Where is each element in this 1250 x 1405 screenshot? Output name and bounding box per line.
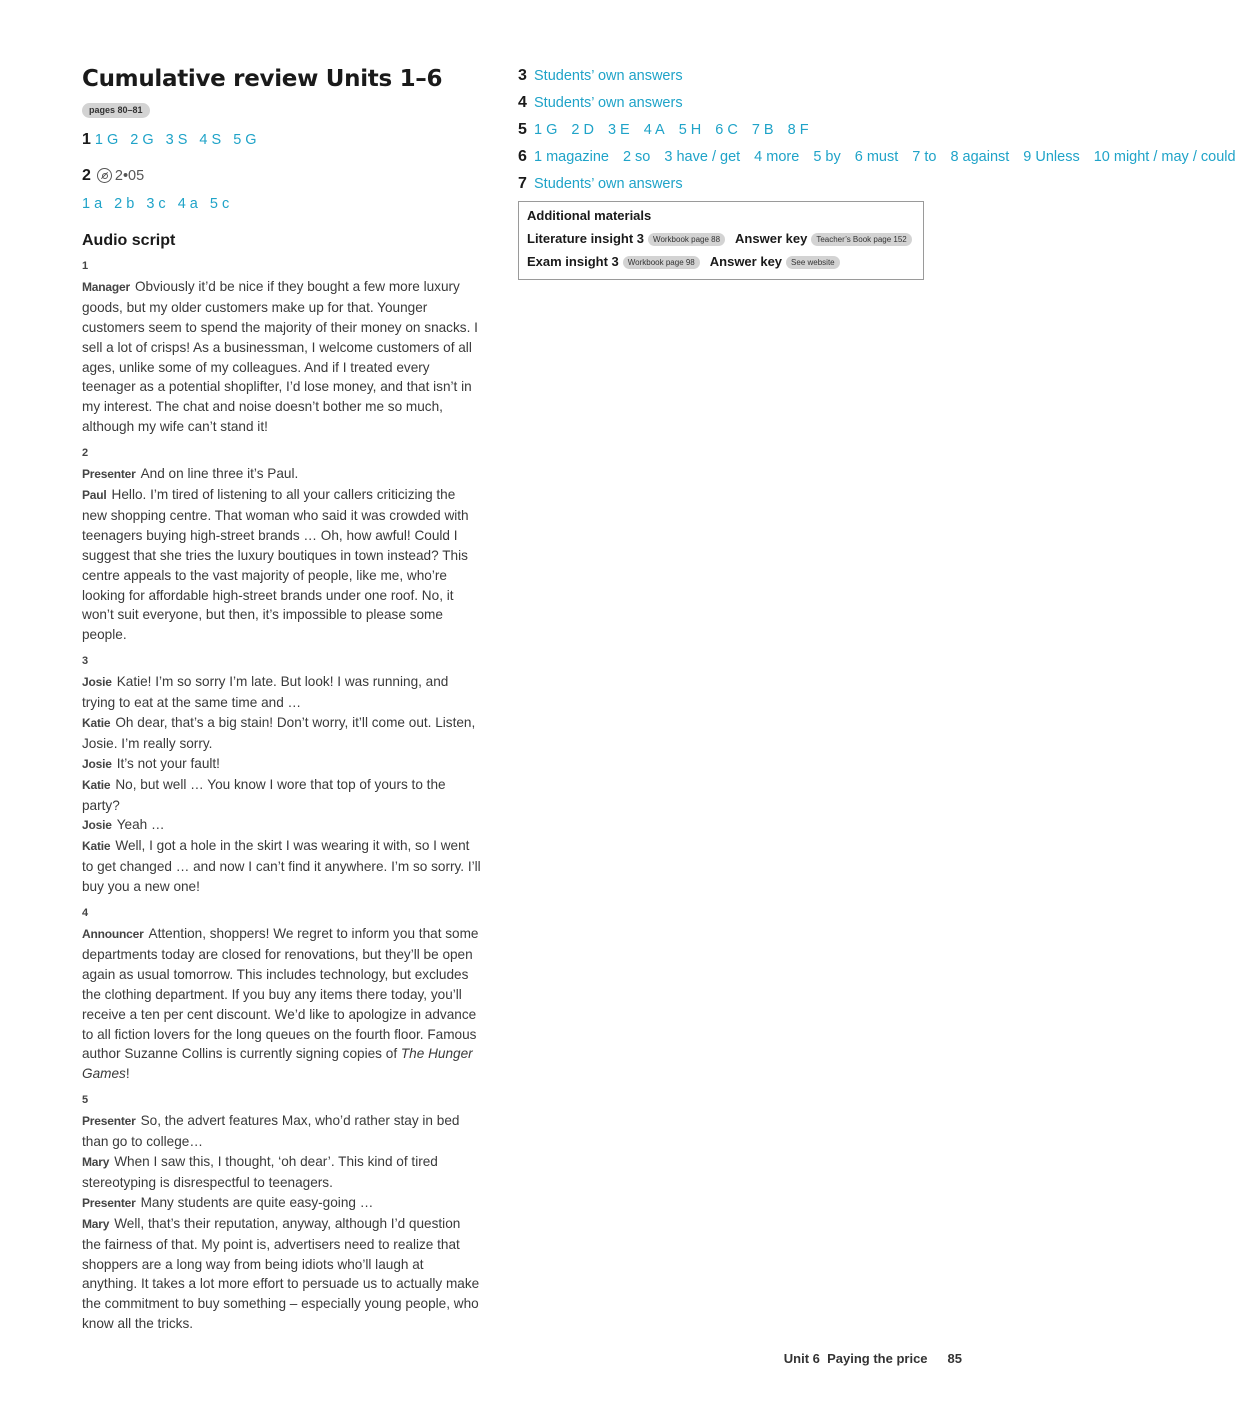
answer-item: Students’ own answers bbox=[534, 68, 683, 84]
answer-item: 8 against bbox=[950, 149, 1010, 165]
answer-item: 3 c bbox=[146, 196, 166, 212]
speaker-name: Paul bbox=[82, 487, 107, 502]
additional-materials-box bbox=[518, 201, 924, 280]
answer-item: 2 D bbox=[571, 122, 594, 138]
answer-item: 8 F bbox=[787, 122, 809, 138]
answer-item: 2 b bbox=[114, 196, 135, 212]
dialogue-line bbox=[82, 464, 482, 485]
left-column bbox=[82, 66, 482, 1334]
answer-item: Students’ own answers bbox=[534, 176, 683, 192]
dialogue-text: Yeah … bbox=[116, 817, 165, 833]
script-section bbox=[82, 652, 482, 897]
additional-row bbox=[527, 250, 915, 273]
dialogue-line bbox=[82, 485, 482, 645]
right-answers bbox=[518, 66, 1236, 194]
script-section bbox=[82, 904, 482, 1084]
dialogue-line bbox=[82, 775, 482, 816]
dialogue-line bbox=[82, 836, 482, 897]
footer-unit-title: Paying the price bbox=[827, 1351, 928, 1366]
page-footer bbox=[784, 1351, 962, 1366]
dialogue-text: So, the advert features Max, who’d rather stay in bed than go to college… bbox=[82, 1113, 460, 1150]
answer-item: 4 S bbox=[199, 132, 222, 148]
answer-item: 3 E bbox=[607, 122, 630, 138]
exercise-6 bbox=[518, 147, 1236, 167]
answer-item: 9 Unless bbox=[1023, 149, 1080, 165]
answer-key-ref-badge: See website bbox=[786, 256, 840, 269]
speaker-name: Manager bbox=[82, 279, 130, 294]
section-number: 2 bbox=[82, 447, 89, 460]
exercise-4 bbox=[518, 93, 928, 113]
exercise-answers bbox=[534, 93, 697, 113]
script-section bbox=[82, 444, 482, 645]
speaker-name: Katie bbox=[82, 715, 111, 730]
additional-materials-rows bbox=[527, 227, 915, 273]
answer-key-label: Answer key bbox=[735, 231, 808, 246]
exercise-7 bbox=[518, 174, 928, 194]
dialogue-text: Obviously it’d be nice if they bought a few more luxury goods, but my older customers make up for that. Younger customers seem to spend the majority of their money on snacks. I sell a lot of crisps! As a businessman, I welcome customers of all ages, unlike some of my colleagues. And if I treated every teenager as a potential shoplifter, I’d lose money, and that isn’t in my interest. The chat and noise doesn’t bother me so much, although my wife can’t stand it! bbox=[82, 278, 478, 435]
audio-script-heading: Audio script bbox=[82, 232, 176, 249]
answer-item: 1 a bbox=[82, 196, 103, 212]
dialogue-text: Hello. I’m tired of listening to all your callers criticizing the new shopping centre. That woman who said it was crowded with teenagers buying high-street brands … Oh, how awful! Could I suggest that she tries the luxury boutiques in town instead? This centre appeals to the vast majority of people, like me, who’re looking for affordable high-street brands under one roof. No, it won’t suit everyone, but then, it’s impossible to please some people. bbox=[82, 486, 469, 643]
answer-item: 10 might / may / could bbox=[1093, 149, 1236, 165]
section-number: 1 bbox=[82, 260, 89, 272]
exercise-1 bbox=[82, 130, 482, 150]
answer-item: 2 G bbox=[130, 132, 154, 148]
exercise-number: 1 bbox=[82, 131, 91, 148]
exercise-1-answers bbox=[95, 132, 269, 148]
additional-row bbox=[527, 227, 915, 250]
additional-materials-title: Additional materials bbox=[527, 208, 652, 223]
answer-item: 7 B bbox=[751, 122, 774, 138]
page-number: 85 bbox=[947, 1351, 962, 1366]
dialogue-text: It’s not your fault! bbox=[116, 755, 220, 771]
dialogue-text: No, but well … You know I wore that top of yours to the party? bbox=[82, 776, 446, 813]
answer-item: 6 must bbox=[854, 149, 899, 165]
dialogue-line bbox=[82, 815, 482, 836]
answer-item: Students’ own answers bbox=[534, 95, 683, 111]
exercise-number: 7 bbox=[518, 175, 527, 192]
exercise-number: 5 bbox=[518, 121, 527, 138]
answer-item: 5 c bbox=[209, 196, 230, 212]
speaker-name: Mary bbox=[82, 1216, 110, 1231]
right-column bbox=[518, 66, 1236, 280]
dialogue-line bbox=[82, 1214, 482, 1334]
pages-badge: pages 80–81 bbox=[82, 103, 150, 118]
track-number: 2•05 bbox=[114, 168, 145, 184]
speaker-name: Presenter bbox=[82, 467, 136, 482]
section-number: 3 bbox=[82, 655, 89, 668]
dialogue-line bbox=[82, 1111, 482, 1152]
exercise-answers bbox=[534, 120, 823, 140]
dialogue-line bbox=[82, 713, 482, 754]
exercise-3 bbox=[518, 66, 928, 86]
speaker-name: Katie bbox=[82, 839, 111, 854]
dialogue-text: Many students are quite easy-going … bbox=[140, 1194, 374, 1210]
audio-script bbox=[82, 257, 482, 1334]
answer-item: 6 C bbox=[715, 122, 738, 138]
dialogue-text: Well, that’s their reputation, anyway, although I’d question the fairness of that. My point is, advertisers need to realize that shoppers are a long way from being idiots who’ll laugh at anything. It takes a lot more effort to persuade us to actually make the commitment to buy something – especially young people, who know all the tricks. bbox=[82, 1215, 480, 1332]
section-number: 4 bbox=[82, 907, 89, 920]
answer-item: 5 H bbox=[678, 122, 702, 138]
answer-item: 3 have / get bbox=[664, 149, 741, 165]
dialogue-line bbox=[82, 754, 482, 775]
speaker-name: Josie bbox=[82, 818, 112, 833]
script-section bbox=[82, 1091, 482, 1334]
answer-item: 7 to bbox=[912, 149, 937, 165]
answer-key-label: Answer key bbox=[709, 254, 783, 269]
answer-item: 2 so bbox=[622, 149, 651, 165]
exercise-number: 6 bbox=[518, 148, 527, 165]
exercise-number: 4 bbox=[518, 94, 527, 111]
dialogue-text: Attention, shoppers! We regret to inform you that some departments today are closed for renovations, but they’ll be open again as usual tomorrow. This includes technology, but excludes the clothing department. If you buy any items there today, you’ll receive a ten per cent discount. We’d like to apologize in advance to all fiction lovers for the long queues on the fourth floor. Famous author Suzanne Collins is currently signing copies of The Hunger Games! bbox=[82, 926, 479, 1082]
exercise-answers bbox=[534, 174, 697, 194]
answer-key-ref-badge: Teacher’s Book page 152 bbox=[811, 233, 911, 246]
dialogue-line bbox=[82, 1193, 482, 1214]
dialogue-text: And on line three it’s Paul. bbox=[140, 466, 299, 482]
exercise-2 bbox=[82, 166, 482, 186]
speaker-name: Presenter bbox=[82, 1195, 136, 1210]
exercise-answers bbox=[534, 147, 1250, 167]
exercise-5 bbox=[518, 120, 928, 140]
speaker-name: Announcer bbox=[82, 927, 144, 941]
dialogue-text: Well, I got a hole in the skirt I was wearing it with, so I went to get changed … and now I can’t find it anywhere. I’m so sorry. I’ll buy you a new one! bbox=[82, 838, 481, 895]
dialogue-line bbox=[82, 1152, 482, 1193]
exercise-number: 3 bbox=[518, 67, 527, 84]
answer-item: 4 a bbox=[177, 196, 198, 212]
speaker-name: Mary bbox=[82, 1154, 110, 1169]
speaker-name: Josie bbox=[82, 756, 112, 771]
dialogue-text: When I saw this, I thought, ‘oh dear’. This kind of tired stereotyping is disrespectful to teenagers. bbox=[82, 1153, 438, 1190]
cd-icon bbox=[97, 168, 112, 183]
answer-item: 1 magazine bbox=[534, 149, 609, 165]
dialogue-line bbox=[82, 924, 482, 1084]
page-title: Cumulative review Units 1–6 bbox=[82, 66, 443, 92]
dialogue-line bbox=[82, 672, 482, 713]
dialogue-line bbox=[82, 277, 482, 437]
answer-item: 1 G bbox=[94, 132, 119, 148]
speaker-name: Josie bbox=[82, 675, 112, 690]
exercise-answers bbox=[534, 66, 697, 86]
answer-item: 3 S bbox=[165, 132, 188, 148]
answer-item: 4 more bbox=[754, 149, 800, 165]
answer-item: 5 by bbox=[813, 149, 841, 165]
speaker-name: Presenter bbox=[82, 1114, 136, 1129]
script-section bbox=[82, 257, 482, 437]
material-label: Literature insight 3 bbox=[527, 231, 645, 246]
page-ref-badge: Workbook page 88 bbox=[648, 233, 725, 246]
footer-unit: Unit 6 bbox=[783, 1351, 820, 1366]
answer-item: 4 A bbox=[643, 122, 665, 138]
answer-item: 1 G bbox=[534, 122, 558, 138]
material-label: Exam insight 3 bbox=[527, 254, 619, 269]
dialogue-text: Oh dear, that’s a big stain! Don’t worry, it’ll come out. Listen, Josie. I’m really sorry. bbox=[82, 714, 476, 751]
answer-item: 5 G bbox=[233, 132, 257, 148]
page-ref-badge: Workbook page 98 bbox=[623, 256, 700, 269]
section-number: 5 bbox=[82, 1094, 89, 1107]
speaker-name: Katie bbox=[82, 777, 111, 792]
exercise-2-answers bbox=[82, 194, 482, 214]
exercise-number: 2 bbox=[82, 167, 91, 184]
dialogue-text: Katie! I’m so sorry I’m late. But look! I was running, and trying to eat at the same time and … bbox=[82, 674, 449, 711]
